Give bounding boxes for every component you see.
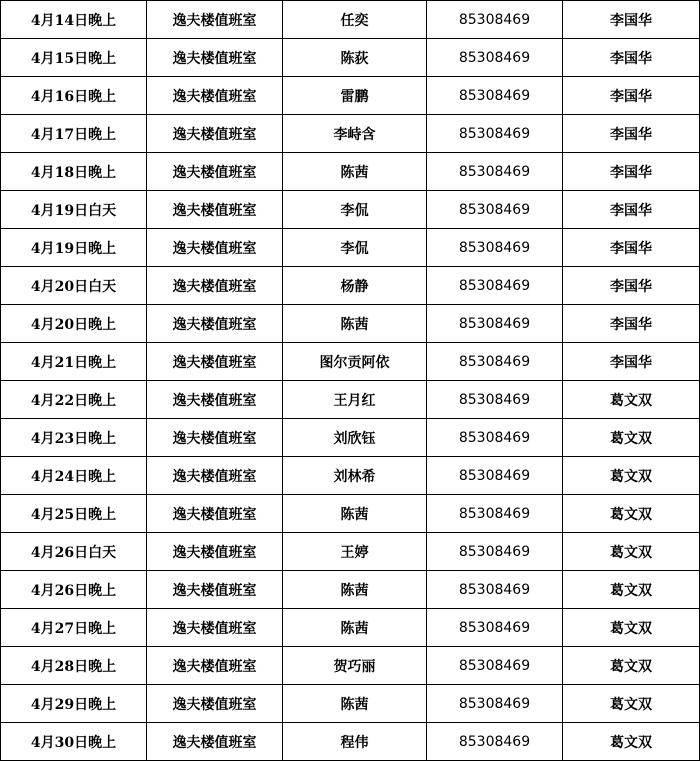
- cell-place: 逸夫楼值班室: [147, 1, 283, 39]
- cell-place: 逸夫楼值班室: [147, 191, 283, 229]
- table-row: [1, 153, 700, 191]
- cell-name: 王月红: [283, 381, 427, 419]
- table-row: [1, 229, 700, 267]
- cell-place: 逸夫楼值班室: [147, 267, 283, 305]
- cell-date: 4月15日晚上: [1, 39, 147, 77]
- cell-phone: 85308469: [427, 39, 563, 77]
- cell-name: 李侃: [283, 191, 427, 229]
- cell-leader: 葛文双: [563, 495, 700, 533]
- cell-leader: 葛文双: [563, 457, 700, 495]
- table-row: [1, 39, 700, 77]
- cell-date: 4月29日晚上: [1, 685, 147, 723]
- cell-phone: 85308469: [427, 723, 563, 761]
- cell-date: 4月14日晚上: [1, 1, 147, 39]
- cell-phone: 85308469: [427, 343, 563, 381]
- cell-date: 4月21日晚上: [1, 343, 147, 381]
- table-row: [1, 1, 700, 39]
- cell-name: 任奕: [283, 1, 427, 39]
- cell-leader: 李国华: [563, 39, 700, 77]
- table-row: [1, 381, 700, 419]
- cell-phone: 85308469: [427, 457, 563, 495]
- table-row: [1, 191, 700, 229]
- table-row: [1, 647, 700, 685]
- cell-date: 4月24日晚上: [1, 457, 147, 495]
- cell-phone: 85308469: [427, 229, 563, 267]
- cell-leader: 李国华: [563, 305, 700, 343]
- cell-place: 逸夫楼值班室: [147, 723, 283, 761]
- cell-phone: 85308469: [427, 1, 563, 39]
- cell-phone: 85308469: [427, 305, 563, 343]
- cell-phone: 85308469: [427, 609, 563, 647]
- cell-date: 4月19日白天: [1, 191, 147, 229]
- cell-name: 陈荻: [283, 39, 427, 77]
- cell-date: 4月26日白天: [1, 533, 147, 571]
- cell-phone: 85308469: [427, 571, 563, 609]
- cell-phone: 85308469: [427, 647, 563, 685]
- cell-name: 李侃: [283, 229, 427, 267]
- table-row: [1, 571, 700, 609]
- cell-date: 4月28日晚上: [1, 647, 147, 685]
- cell-leader: 葛文双: [563, 419, 700, 457]
- cell-phone: 85308469: [427, 495, 563, 533]
- cell-phone: 85308469: [427, 153, 563, 191]
- table-row: [1, 115, 700, 153]
- cell-name: 陈茜: [283, 153, 427, 191]
- table-body: [1, 1, 700, 761]
- cell-leader: 李国华: [563, 153, 700, 191]
- cell-phone: 85308469: [427, 533, 563, 571]
- cell-name: 陈茜: [283, 609, 427, 647]
- cell-leader: 葛文双: [563, 571, 700, 609]
- table-row: [1, 77, 700, 115]
- cell-leader: 李国华: [563, 115, 700, 153]
- cell-place: 逸夫楼值班室: [147, 77, 283, 115]
- cell-date: 4月26日晚上: [1, 571, 147, 609]
- cell-place: 逸夫楼值班室: [147, 647, 283, 685]
- cell-leader: 李国华: [563, 191, 700, 229]
- cell-phone: 85308469: [427, 267, 563, 305]
- cell-place: 逸夫楼值班室: [147, 685, 283, 723]
- cell-leader: 葛文双: [563, 647, 700, 685]
- cell-date: 4月27日晚上: [1, 609, 147, 647]
- cell-name: 刘林希: [283, 457, 427, 495]
- cell-leader: 李国华: [563, 1, 700, 39]
- cell-leader: 葛文双: [563, 723, 700, 761]
- cell-name: 程伟: [283, 723, 427, 761]
- cell-phone: 85308469: [427, 381, 563, 419]
- cell-place: 逸夫楼值班室: [147, 305, 283, 343]
- table-row: [1, 723, 700, 761]
- cell-name: 贺巧丽: [283, 647, 427, 685]
- cell-leader: 李国华: [563, 229, 700, 267]
- cell-place: 逸夫楼值班室: [147, 381, 283, 419]
- cell-date: 4月23日晚上: [1, 419, 147, 457]
- cell-date: 4月18日晚上: [1, 153, 147, 191]
- cell-place: 逸夫楼值班室: [147, 609, 283, 647]
- cell-place: 逸夫楼值班室: [147, 343, 283, 381]
- cell-place: 逸夫楼值班室: [147, 39, 283, 77]
- cell-place: 逸夫楼值班室: [147, 495, 283, 533]
- cell-name: 陈茜: [283, 305, 427, 343]
- cell-place: 逸夫楼值班室: [147, 115, 283, 153]
- cell-leader: 李国华: [563, 343, 700, 381]
- table-row: [1, 685, 700, 723]
- cell-phone: 85308469: [427, 191, 563, 229]
- cell-place: 逸夫楼值班室: [147, 457, 283, 495]
- table-row: [1, 305, 700, 343]
- cell-place: 逸夫楼值班室: [147, 419, 283, 457]
- cell-name: 李峙含: [283, 115, 427, 153]
- cell-date: 4月25日晚上: [1, 495, 147, 533]
- cell-leader: 葛文双: [563, 685, 700, 723]
- table-row: [1, 419, 700, 457]
- cell-name: 王婷: [283, 533, 427, 571]
- cell-name: 陈茜: [283, 495, 427, 533]
- cell-place: 逸夫楼值班室: [147, 533, 283, 571]
- cell-date: 4月16日晚上: [1, 77, 147, 115]
- cell-name: 图尔贡阿依: [283, 343, 427, 381]
- cell-phone: 85308469: [427, 685, 563, 723]
- cell-date: 4月19日晚上: [1, 229, 147, 267]
- cell-leader: 葛文双: [563, 381, 700, 419]
- cell-leader: 李国华: [563, 267, 700, 305]
- cell-phone: 85308469: [427, 77, 563, 115]
- cell-date: 4月20日晚上: [1, 305, 147, 343]
- table-row: [1, 457, 700, 495]
- table-row: [1, 495, 700, 533]
- cell-date: 4月22日晚上: [1, 381, 147, 419]
- cell-place: 逸夫楼值班室: [147, 153, 283, 191]
- cell-place: 逸夫楼值班室: [147, 571, 283, 609]
- cell-name: 陈茜: [283, 685, 427, 723]
- cell-phone: 85308469: [427, 115, 563, 153]
- cell-leader: 李国华: [563, 77, 700, 115]
- table-row: [1, 609, 700, 647]
- table-row: [1, 267, 700, 305]
- cell-date: 4月30日晚上: [1, 723, 147, 761]
- cell-leader: 葛文双: [563, 533, 700, 571]
- cell-name: 杨静: [283, 267, 427, 305]
- table-row: [1, 343, 700, 381]
- cell-phone: 85308469: [427, 419, 563, 457]
- cell-place: 逸夫楼值班室: [147, 229, 283, 267]
- cell-name: 陈茜: [283, 571, 427, 609]
- cell-name: 雷鹏: [283, 77, 427, 115]
- cell-date: 4月20日白天: [1, 267, 147, 305]
- table-row: [1, 533, 700, 571]
- cell-name: 刘欣钰: [283, 419, 427, 457]
- cell-date: 4月17日晚上: [1, 115, 147, 153]
- cell-leader: 葛文双: [563, 609, 700, 647]
